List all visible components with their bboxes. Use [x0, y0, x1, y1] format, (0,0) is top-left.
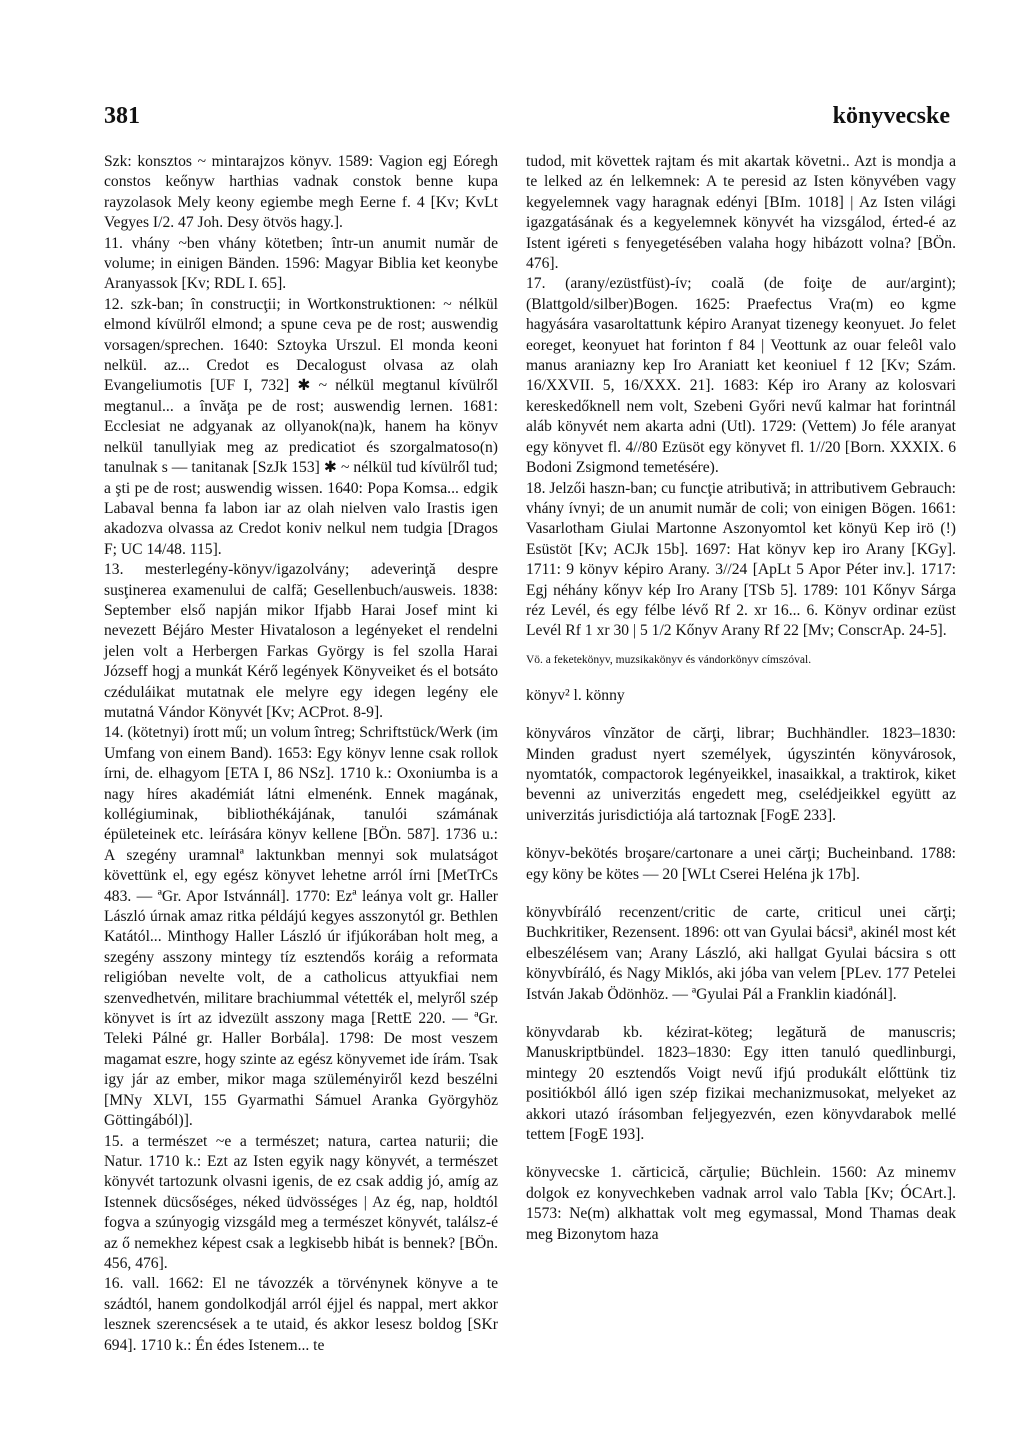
running-head: könyvecske: [832, 103, 950, 129]
sense-16-continued: tudod, mit követtek rajtam és mit akartak követni.. Azt is mondja a te lelked az én lelkemnek: A te peresid az Isten könyvében vagy kegyelemnek vagy haragnak edényi [BIm. 1018] | Az Isten világi igazgatásának és a kegyelemnek könyvét ha vizsgálod, érted-é az Istent igéreti s fenyegetésében valaha hogy hibázott volna? [BÖn. 476].: [526, 153, 956, 273]
sense-17: 17. (arany/ezüstfüst)-ív; coală (de foiţe de aur/argint); (Blattgold/silber)Bogen. 1625: Praefectus Vra(m) eo kgme hagyására vasaroltattunk képiro Aranyat tizenegy keonyuet. Jo felet eoreget, keonyuet hat forinton f 84 | Veottunk az ouar feleôl valo manus araniazny kep Iro Araniatt ket keoniuel f 12 [Kv; Szám. 16/XXVII. 5, 16/XXX. 21]. 1683: Kép iro Arany az kolosvari kereskedőknell nem volt, Szebeni Győri nevű kalmar hat forintnál aláb könyvét nem akarta adni (Utl). 1729: (Vettem) Jo féle aranyat egy könyvet fl. 4//80 Ezüsöt egy könyvet fl. 1//20 [Born. XXXIX. 6 Bodoni Zsigmond temetésére).: [526, 275, 956, 477]
sense-14: 14. (kötetnyi) írott mű; un volum întreg; Schriftstück/Werk (im Umfang von einem Band). 1653: Egy könyv lenne csak rollok írni, de. elhagyom [ETA I, 86 NSz]. 1710 k.: Oxoniumba is a nagy híres akadémiát látni elmenénk. Ennek magának, kollégiuminak, bibliothékájának, tanulói számának épületeinek etc. leírására könyv kellene [BÖn. 587]. 1736 u.: A szegény uramnalª laktunkban mennyi sok mulatságot követtünk el, egy egész könyvet lehetne arról írni [MetTrCs 483. — ªGr. Apor Istvánnál]. 1770: Ezª leánya volt gr. Haller László úrnak amaz ritka példájú kegyes asszonytól gr. Bethlen Katától... Minthogy Haller László úr ifjúkorában holt meg, a szegény asszony mintegy tíz esztendős koráig a reformata religióban nevelte volt, de a catholicus attyukfiai nem szenvedhetvén, militare brachiummal vétették el, melyről szép könyvet is írt az idvezült asszony maga [RettE 220. — ªGr. Teleki Pálné gr. Haller Borbála]. 1798: De most veszem magamat eszre, hogy szinte az egész könyvemet ide írám. Tsak igy jár az ember, mikor maga szüleményiről kezd beszélni [MNy XLVI, 155 Gyarmathi Sámuel Aranka Györgyhöz Göttingából)].: [104, 724, 498, 1130]
sense-16: 16. vall. 1662: El ne távozzék a törvénynek könyve a te szádtól, hanem gondolkodjál arról éjjel és nappal, mert akkor lesznek szerencsések a te utaid, és akkor lesesz boldog [SKr 694]. 1710 k.: Én édes Istenem... te: [104, 1275, 498, 1354]
entry-konyv-2: könyv² l. könny: [526, 686, 625, 704]
sense-11: 11. vhány ~ben vhány kötetben; într-un anumit număr de volume; in einigen Bänden. 1596: Magyar Biblia ket keonybe Aranyassok [Kv; RDL I. 65].: [104, 234, 498, 293]
entry-konyv-bekotes: könyv-bekötés broşare/cartonare a unei cărţi; Bucheinband. 1788: egy köny be kötes — 20 [WLt Cserei Heléna jk 17b].: [526, 845, 956, 883]
cross-reference-note: Vö. a feketekönyv, muzsikakönyv és vándorkönyv címszóval.: [526, 653, 812, 666]
right-column: [526, 152, 956, 1245]
left-column: [104, 152, 498, 1356]
entry-konyvaros: könyváros vînzător de cărţi, librar; Buchhändler. 1823–1830: Minden gradust nyert személyek, úgyszintén könyvárosok, nyomtatók, compactorok legényeikkel, inasaikkal, a traktirok, kiket bevenni az univerzitás engedett meg, cselédjeikkel együtt az univerzitás jurisdictiója alá tartoznak [FogE 233].: [526, 725, 956, 824]
entry-konyvdarab: könyvdarab kb. kézirat-köteg; legătură de manuscris; Manuskriptbündel. 1823–1830: Egy itten tanuló quedlinburgi, mintegy 20 esztendős Voigt nevű ifjú produkált előttünk tiz positiókból álló igen szép fizikai mechanizmusokat, melyeket az akkori utazó írásomban feljegyezvén, ezen könyvdarabok mellé tettem [FogE 193].: [526, 1024, 956, 1144]
entry-konyvecske: könyvecske 1. cărticică, cărţulie; Büchlein. 1560: Az minemv dolgok ez konyvechkeben vadnak arrol valo Tabla [Kv; ÓCArt.]. 1573: Ne(m) alkhattak volt meg egymassal, Mond Thamas deak meg Bizonytom haza: [526, 1164, 956, 1243]
entry-konyvbiralo: könyvbíráló recenzent/critic de carte, criticul unei cărţi; Buchkritiker, Rezensent. 1896: ott van Gyulai bácsiª, akinél most két elbeszélésem van; Arany László, aki hallgat Gyulai bácsira s ott könyvbíráló, és Nagy Miklós, aki jóba van velem [PLev. 177 Petelei István Jakab Ödönhöz. — ªGyulai Pál a Franklin kiadónál].: [526, 904, 956, 1003]
sense-18: 18. Jelzői haszn-ban; cu funcţie atributivă; in attributivem Gebrauch: vhány ívnyi; de un anumit număr de coli; von einigen Bögen. 1661: Vasarlotham Giulai Martonne Aszonyomtol ket könyü Kep irö (!) Esüstöt [Kv; ACJk 15b]. 1697: Hat könyv kep iro Arany [KGy]. 1711: 9 könyv képiro Arany. 3//24 [ApLt 5 Apor Péter inv.]. 1717: Egj néhány kőnyv kép Iro Arany [TSb 5]. 1789: 101 Kőnyv Sárga réz Levél, és egy félbe lévő Rf 2. xr 16... 6. Könyv ordinar ezüst Levél Rf 1 xr 30 | 5 1/2 Kőnyv Arany Rf 22 [Mv; ConscrAp. 24-5].: [526, 479, 956, 640]
page-number: 381: [104, 103, 140, 129]
sense-13: 13. mesterlegény-könyv/igazolvány; adeverinţă despre susţinerea examenului de calfă; Gesellenbuch/ausweis. 1838: September első napján mikor Ifjabb Harai Josef mint ki nevezett Béjáro Mester Hivataloson a legényeket el rendelni jelen volt a Herbergen Farkas György is fel szolla Harai Józseff hogj a munkát Kérő legények Könyveiket és el botsáto czéduláikat mutatnak ele melyre egy idegen legény ele mutatná Vándor Könyvét [Kv; ACProt. 8-9].: [104, 561, 498, 721]
entry-konsztos: Szk: konsztos ~ mintarajzos könyv. 1589: Vagion egj Eóregh constos keőnyw harthias vadnak constok benne kupa rayzolasok Mely keony egiembe megh Eerne f. 4 [Kv; KvLt Vegyes I/2. 47 Joh. Desy ötvös hagy.].: [104, 153, 498, 232]
sense-15: 15. a természet ~e a természet; natura, cartea naturii; die Natur. 1710 k.: Ezt az Isten egyik nagy könyvét, a természet könyvét tartozunk olvasni igenis, de ez csak addig jó, amíg az Istennek dücsőséges, néked üdvösséges | Az ég, nap, holdtól fogva a szúnyogig vizsgáld meg a természet könyvét, találsz-é az ő nemekhez képest csak a legkisebb hibát is bennek? [BÖn. 456, 476].: [104, 1132, 498, 1272]
sense-12: 12. szk-ban; în construcţii; in Wortkonstruktionen: ~ nélkül elmond kívülről elmond; a spune ceva pe de rost; auswendig vorsagen/sprechen. 1640: Sztoyka Urszul. El monda keoni nelkül. az... Credot es Decalogust olvasa az olah Evangeliumotis [UF I, 732] ✱ ~ nélkül megtanul kívülről megtanul... a învăţa pe de rost; auswendig lernen. 1681: Ecclesiat ne adgyanak az ollyanok(na)k, hanem ha könyv nelkül tanullyiak meg az predicatiot és szorgalmatoso(n) tanulnak s — tanitanak [SzJk 153] ✱ ~ nélkül tud kívülről tud; a şti pe de rost; auswendig wissen. 1640: Popa Komsa... edgik Labaval benna fa labon iar az olah nielven valo Irastis igen akadozva olvassa az Credot koniv nelkul nem tudgia [Dragos F; UC 14/48. 115].: [104, 295, 498, 558]
